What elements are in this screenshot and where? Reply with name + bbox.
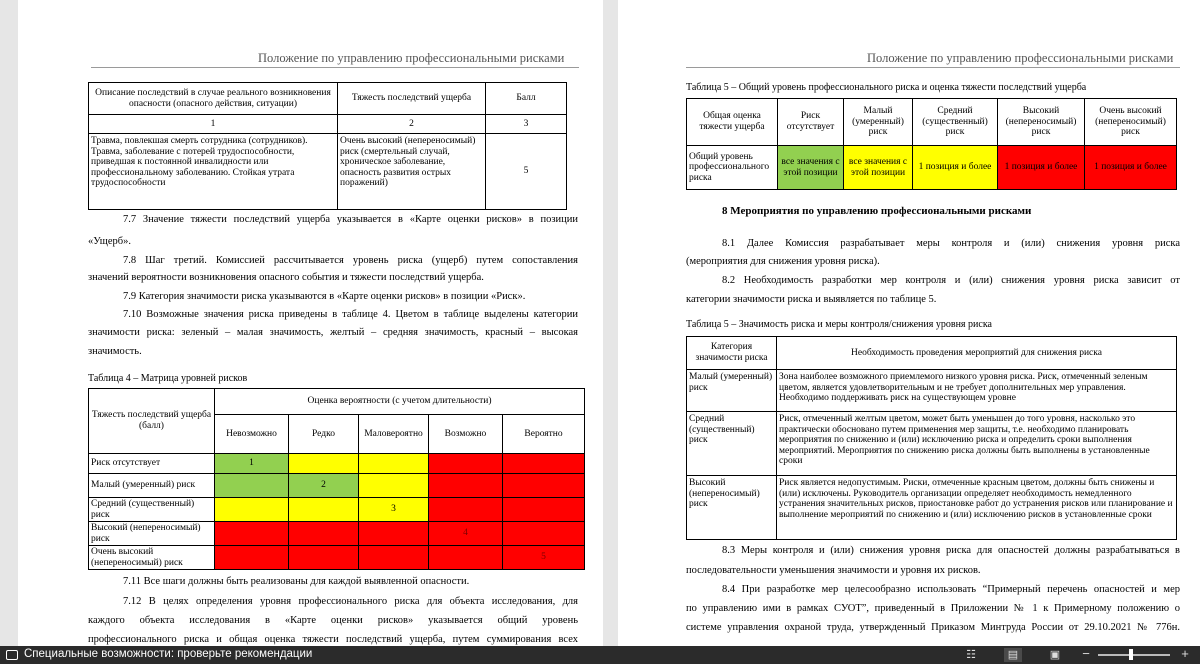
severity-table-header-score: Балл — [486, 83, 567, 115]
paragraph: значимости риска: зеленый – малая значимость, желтый – средняя значимость, красный – высокая — [88, 327, 578, 338]
risk-measures-header: Необходимость проведения мероприятий для снижения риска — [777, 337, 1177, 370]
paragraph: 7.9 Категория значимости риска указываются в «Карте оценки рисков» в позиции «Риск». — [123, 291, 526, 302]
risk-matrix-row-label: Малый (умеренный) риск — [89, 474, 215, 498]
risk-matrix-col-header: Маловероятно — [359, 415, 429, 454]
overall-risk-cell-yellow: все значения с этой позиции — [844, 146, 913, 190]
status-bar — [0, 646, 1200, 664]
risk-matrix-row-label: Высокий (непереносимый) риск — [89, 522, 215, 546]
risk-matrix-cell-yellow — [359, 474, 429, 498]
severity-table — [88, 82, 567, 210]
risk-matrix-cell-red — [503, 498, 585, 522]
paragraph: системе управления охраной труда, утвержденный Приказом Минтруда России от 29.10.2021 № 776н. — [686, 622, 1180, 633]
risk-matrix-cell-red — [429, 498, 503, 522]
risk-matrix-table — [88, 388, 585, 570]
risk-matrix-cell-red — [215, 522, 289, 546]
zoom-out-button[interactable]: − — [1082, 646, 1090, 661]
overall-risk-row-label: Общий уровень профессионального риска — [687, 146, 778, 190]
paragraph: 7.8 Шаг третий. Комиссией рассчитывается уровень риска (ущерб) путем сопоставления — [123, 255, 578, 266]
risk-matrix-cell-red — [359, 522, 429, 546]
risk-measures-category: Высокий (непереносимый) риск — [687, 476, 777, 540]
risk-matrix-header-probability: Оценка вероятности (с учетом длительности) — [215, 389, 585, 415]
severity-table-header-severity: Тяжесть последствий ущерба — [338, 83, 486, 115]
risk-matrix-cell-green: 2 — [289, 474, 359, 498]
header-rule — [686, 67, 1180, 68]
risk-matrix-cell-yellow — [289, 498, 359, 522]
risk-matrix-cell-red — [215, 546, 289, 570]
risk-matrix-row-label: Риск отсутствует — [89, 454, 215, 474]
overall-risk-header: Очень высокий (непереносимый) риск — [1085, 99, 1177, 146]
paragraph: значимость. — [88, 346, 142, 357]
paragraph: (мероприятия для снижения уровня риска). — [686, 256, 880, 267]
table-caption: Таблица 5 – Значимость риска и меры контроля/снижения уровня риска — [686, 319, 992, 330]
paragraph: профессионального риска и общая оценка тяжести последствий ущерба, путем суммирования всех — [88, 634, 578, 645]
paragraph: категории значимости риска и выявляется по таблице 5. — [686, 294, 937, 305]
risk-matrix-cell-red — [429, 546, 503, 570]
risk-measures-table — [686, 336, 1177, 540]
paragraph: 8.3 Меры контроля и (или) снижения уровня риска для опасностей должны разрабатываться в — [722, 545, 1180, 556]
zoom-slider-thumb[interactable] — [1129, 649, 1133, 660]
risk-matrix-cell-red — [289, 546, 359, 570]
risk-matrix-col-header: Возможно — [429, 415, 503, 454]
overall-risk-header: Средний (существенный) риск — [913, 99, 998, 146]
page-header: Положение по управлению профессиональными рисками — [258, 51, 565, 65]
table-caption: Таблица 5 – Общий уровень профессионального риска и оценка тяжести последствий ущерба — [686, 82, 1087, 93]
risk-matrix-row-label: Очень высокий (непереносимый) риск — [89, 546, 215, 570]
risk-matrix-cell-yellow — [289, 454, 359, 474]
risk-matrix-cell-red — [503, 474, 585, 498]
risk-matrix-cell-green: 1 — [215, 454, 289, 474]
paragraph: 7.7 Значение тяжести последствий ущерба указывается в «Карте оценки рисков» в позиции — [123, 214, 578, 225]
paragraph: каждого объекта исследования в «Карте оценки рисков» указывается общий уровень — [88, 615, 578, 626]
severity-table-cell: 5 — [486, 134, 567, 210]
severity-table-colnum: 1 — [89, 115, 338, 134]
section-heading: 8 Мероприятия по управлению профессиональными рисками — [722, 205, 1032, 217]
overall-risk-cell-yellow: 1 позиция и более — [913, 146, 998, 190]
risk-matrix-col-header: Редко — [289, 415, 359, 454]
print-layout-icon[interactable]: ▤ — [1004, 648, 1022, 662]
severity-table-colnum: 3 — [486, 115, 567, 134]
risk-matrix-cell-red — [503, 522, 585, 546]
severity-table-colnum: 2 — [338, 115, 486, 134]
risk-matrix-cell-yellow — [215, 498, 289, 522]
risk-measures-description: Риск, отмеченный желтым цветом, может быть уменьшен до того уровня, насколько это практически обосновано путем применения мер защиты, т.е. необходимо планировать мероприятия по снижению и (или) исключению риска и определить сроки выполнения мероприятий. Мероприятия по снижению риска должны быть выполнены в установленные сроки — [777, 412, 1177, 476]
accessibility-icon[interactable] — [6, 650, 18, 660]
overall-risk-header: Малый (умеренный) риск — [844, 99, 913, 146]
paragraph: 7.10 Возможные значения риска приведены в таблице 4. Цветом в таблице выделены категории — [123, 309, 578, 320]
paragraph: 7.11 Все шаги должны быть реализованы для каждой выявленной опасности. — [123, 576, 470, 587]
risk-measures-description: Зона наиболее возможного приемлемого низкого уровня риска. Риск, отмеченный зеленым цветом, является удовлетворительным и не требует дополнительных мер управления. Необходимо поддерживать риск на существующем уровне — [777, 370, 1177, 412]
risk-matrix-col-header: Невозможно — [215, 415, 289, 454]
table-caption: Таблица 4 – Матрица уровней рисков — [88, 373, 248, 384]
paragraph: по управлению ими в рамках СУОТ”, приведенный в Приложении № 1 к Примерному положению о — [686, 603, 1180, 614]
overall-risk-table — [686, 98, 1177, 190]
header-rule — [91, 67, 579, 68]
paragraph: 7.12 В целях определения уровня профессионального риска для объекта исследования, для — [123, 596, 578, 607]
overall-risk-cell-red: 1 позиция и более — [998, 146, 1085, 190]
severity-table-header-description: Описание последствий в случае реального возникновения опасности (опасного действия, ситуации) — [89, 83, 338, 115]
document-page-left — [18, 0, 603, 646]
overall-risk-cell-red: 1 позиция и более — [1085, 146, 1177, 190]
risk-matrix-cell-red — [429, 474, 503, 498]
risk-measures-category: Средний (существенный) риск — [687, 412, 777, 476]
risk-matrix-header-severity: Тяжесть последствий ущерба (балл) — [89, 389, 215, 454]
web-layout-icon[interactable]: ▣ — [1049, 649, 1061, 661]
risk-matrix-row-label: Средний (существенный) риск — [89, 498, 215, 522]
risk-measures-description: Риск является недопустимым. Риски, отмеченные красным цветом, должны быть снижены и (или) исключены. Руководитель организации определяет необходимость немедленного устранения значительных рисков, приостановке работ до устранения рисков или планирование и выполнение мероприятий по снижению и (или) исключению рисков в установленные сроки — [777, 476, 1177, 540]
overall-risk-header: Общая оценка тяжести ущерба — [687, 99, 778, 146]
overall-risk-header: Высокий (непереносимый) риск — [998, 99, 1085, 146]
zoom-slider-track[interactable] — [1098, 654, 1170, 656]
risk-matrix-cell-red — [359, 546, 429, 570]
risk-matrix-cell-red: 4 — [429, 522, 503, 546]
risk-matrix-cell-yellow — [359, 454, 429, 474]
document-page-right — [618, 0, 1200, 646]
accessibility-status[interactable]: Специальные возможности: проверьте рекомендации — [24, 648, 313, 660]
paragraph: 8.2 Необходимость разработки мер контроля и (или) снижения уровня риска зависит от — [722, 275, 1180, 286]
paragraph: «Ущерб». — [88, 236, 131, 247]
risk-matrix-cell-red — [429, 454, 503, 474]
overall-risk-cell-green: все значения с этой позиции — [778, 146, 844, 190]
risk-matrix-cell-green — [215, 474, 289, 498]
zoom-in-button[interactable]: + — [1181, 646, 1189, 661]
page-header: Положение по управлению профессиональными рисками — [867, 51, 1174, 65]
risk-matrix-cell-red — [503, 454, 585, 474]
paragraph: 8.4 При разработке мер целесообразно использовать “Примерный перечень опасностей и мер — [722, 584, 1180, 595]
read-mode-icon[interactable]: ☷ — [966, 649, 976, 661]
paragraph: значений вероятности возникновения опасного события и тяжести последствий ущерба. — [88, 272, 484, 283]
risk-matrix-col-header: Вероятно — [503, 415, 585, 454]
risk-matrix-cell-yellow: 3 — [359, 498, 429, 522]
severity-table-cell: Травма, повлекшая смерть сотрудника (сотрудников). Травма, заболевание с потерей трудоспособности, приведшая к постоянной инвалидности или профессиональному заболеванию. Стойкая утрата трудоспособности — [89, 134, 338, 210]
paragraph: последовательности уменьшения значимости и уровня их рисков. — [686, 565, 981, 576]
risk-matrix-cell-red: 5 — [503, 546, 585, 570]
risk-matrix-cell-red — [289, 522, 359, 546]
severity-table-cell: Очень высокий (непереносимый) риск (смертельный случай, хроническое заболевание, опасность развития острых поражений) — [338, 134, 486, 210]
overall-risk-header: Риск отсутствует — [778, 99, 844, 146]
paragraph: 8.1 Далее Комиссия разрабатывает меры контроля и (или) снижения уровня риска — [722, 238, 1180, 249]
risk-measures-category: Малый (умеренный) риск — [687, 370, 777, 412]
risk-measures-header: Категория значимости риска — [687, 337, 777, 370]
